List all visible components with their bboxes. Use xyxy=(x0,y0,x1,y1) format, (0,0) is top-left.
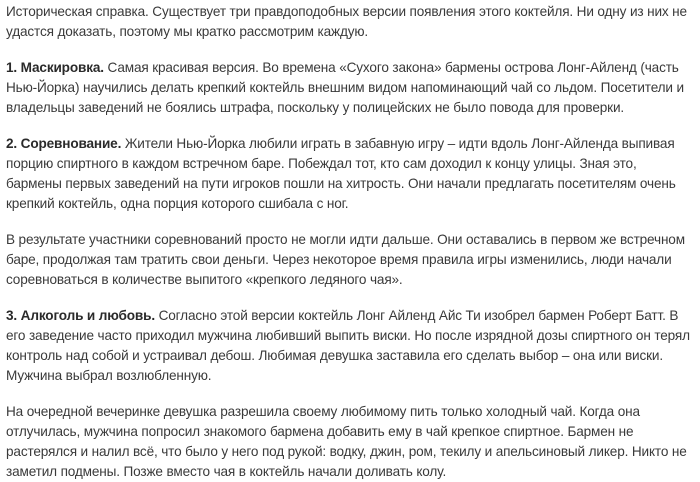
paragraph-heading: 3. Алкоголь и любовь. xyxy=(6,308,155,323)
paragraph-heading: 2. Соревнование. xyxy=(6,136,122,151)
paragraph-text: Самая красивая версия. Во времена «Сухого закона» бармены острова Лонг-Айленд (часть Нью-Йорка) научились делать крепкий коктейль внешним видом напоминающий чай со льдом. Посетители и владельцы заведений не боялись штрафа, поскольку у полицейских не было повода для проверки. xyxy=(6,60,684,115)
paragraph-version-love xyxy=(6,306,694,386)
paragraph-historical-note xyxy=(6,2,694,42)
paragraph-text: В результате участники соревнований просто не могли идти дальше. Они оставались в первом же встречном баре, продолжая там тратить свои деньги. Через некоторое время правила игры изменились, люди начали соревноваться в количестве выпитого «крепкого ледяного чая». xyxy=(6,232,685,287)
paragraph-text: Историческая справка. Существует три правдоподобных версии появления этого коктейля. Ни одну из них не удастся доказать, поэтому мы кратко рассмотрим каждую. xyxy=(6,4,687,39)
paragraph-version-disguise xyxy=(6,58,694,118)
paragraph-version-competition xyxy=(6,134,694,214)
paragraph-text: Согласно этой версии коктейль Лонг Айленд Айс Ти изобрел бармен Роберт Батт. В его заведение часто приходил мужчина любивший выпить виски. Но после изрядной дозы спиртного он терял контроль над собой и устраивал дебош. Любимая девушка заставила его сделать выбор – она или виски. Мужчина выбрал возлюбленную. xyxy=(6,308,690,383)
paragraph-party-story xyxy=(6,402,694,482)
paragraph-heading: 1. Маскировка. xyxy=(6,60,104,75)
paragraph-text: Жители Нью-Йорка любили играть в забавную игру – идти вдоль Лонг-Айленда выпивая порцию спиртного в каждом встречном баре. Побеждал тот, кто сам доходил к концу улицы. Зная это, бармены первых заведений на пути игроков пошли на хитрость. Они начали предлагать посетителям очень крепкий коктейль, одна порция которого сшибала с ног. xyxy=(6,136,676,211)
paragraph-competition-result xyxy=(6,230,694,290)
paragraph-text: На очередной вечеринке девушка разрешила своему любимому пить только холодный чай. Когда она отлучилась, мужчина попросил знакомого бармена добавить ему в чай крепкое спиртное. Бармен не растерялся и налил всё, что было у него под рукой: водку, джин, ром, текилу и апельсиновый ликер. Никто не заметил подмены. Позже вместо чая в коктейль начали доливать колу. xyxy=(6,404,687,479)
